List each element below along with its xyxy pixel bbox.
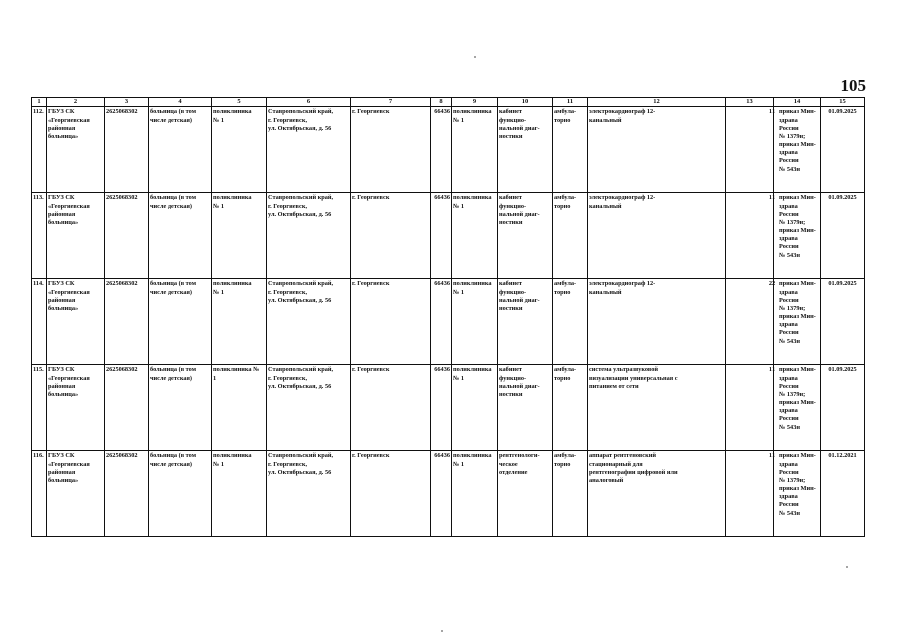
equipment-cell: система ультразвуковой визуализации универсальная с питанием от сети [588,365,726,451]
code-cell: 66436 [431,451,452,537]
basis-text: приказ Мин- здрава России № 1379н; приказ Мин- здрава России № 543н [779,194,816,259]
table-row [32,107,865,193]
care-form-cell: амбула- торно [553,365,588,451]
row-number: 113. [32,193,47,279]
code-cell: 66436 [431,107,452,193]
department-cell: поликлиника № 1 [452,193,498,279]
quantity-extra: 1 [772,194,776,202]
basis-text: приказ Мин- здрава России № 1379н; приказ Мин- здрава России № 543н [779,108,816,173]
address-cell: Ставропольский край, г. Георгиевск, ул. Октябрьская, д. 56 [267,279,351,365]
scan-speck [441,630,443,632]
facility-type-cell: больница (в том числе детская) [149,451,212,537]
page-number: 105 [840,76,866,95]
room-cell: кабинет функцио- нальной диаг- ностики [498,107,553,193]
column-number: 2 [47,98,105,107]
row-number: 116. [32,451,47,537]
facility-type-cell: больница (в том числе детская) [149,279,212,365]
column-number: 7 [351,98,431,107]
scan-speck [474,56,476,58]
equipment-cell: электрокардиограф 12- канальный [588,107,726,193]
city-cell: г. Георгиевск [351,107,431,193]
care-form-cell: амбула- торно [553,451,588,537]
basis-cell [774,279,821,365]
date-cell: 01.09.2025 [821,107,865,193]
unit-cell: поликлиника № 1 [212,451,267,537]
date-cell: 01.09.2025 [821,193,865,279]
quantity-extra: 1 [772,108,776,116]
code-cell: 66436 [431,365,452,451]
care-form-cell: амбула- торно [553,107,588,193]
basis-cell [774,451,821,537]
inn-cell: 2625068302 [105,193,149,279]
department-cell: поликлиника № 1 [452,107,498,193]
organization-cell: ГБУЗ СК «Георгиевская районная больница» [47,107,105,193]
unit-cell: поликлиника № 1 [212,279,267,365]
organization-cell: ГБУЗ СК «Георгиевская районная больница» [47,193,105,279]
unit-cell: поликлиника № 1 [212,365,267,451]
unit-cell: поликлиника № 1 [212,193,267,279]
column-number: 3 [105,98,149,107]
column-number: 1 [32,98,47,107]
column-number: 13 [726,98,774,107]
inn-cell: 2625068302 [105,107,149,193]
quantity-extra: 2 [772,280,776,288]
city-cell: г. Георгиевск [351,193,431,279]
quantity-extra: 1 [772,366,776,374]
facility-type-cell: больница (в том числе детская) [149,365,212,451]
date-cell: 01.12.2021 [821,451,865,537]
column-number: 5 [212,98,267,107]
organization-cell: ГБУЗ СК «Георгиевская районная больница» [47,365,105,451]
basis-text: приказ Мин- здрава России № 1379н; приказ Мин- здрава России № 543н [779,452,816,517]
city-cell: г. Георгиевск [351,279,431,365]
department-cell: поликлиника № 1 [452,451,498,537]
column-number-row [32,98,865,107]
basis-cell [774,107,821,193]
city-cell: г. Георгиевск [351,451,431,537]
equipment-cell: электрокардиограф 12- канальный [588,279,726,365]
care-form-cell: амбула- торно [553,193,588,279]
inn-cell: 2625068302 [105,451,149,537]
scan-speck [846,566,848,568]
row-number: 114. [32,279,47,365]
care-form-cell: амбула- торно [553,279,588,365]
department-cell: поликлиника № 1 [452,279,498,365]
column-number: 11 [553,98,588,107]
column-number: 6 [267,98,351,107]
column-number: 9 [452,98,498,107]
row-number: 112. [32,107,47,193]
basis-cell [774,365,821,451]
column-number: 10 [498,98,553,107]
column-number: 14 [774,98,821,107]
room-cell: кабинет функцио- нальной диаг- ностики [498,193,553,279]
address-cell: Ставропольский край, г. Георгиевск, ул. Октябрьская, д. 56 [267,451,351,537]
city-cell: г. Георгиевск [351,365,431,451]
equipment-cell: аппарат рентгеновский стационарный для рентгенографии цифровой или аналоговый [588,451,726,537]
quantity-cell: 1 [726,193,774,279]
room-cell: рентгенологи- ческое отделение [498,451,553,537]
inn-cell: 2625068302 [105,365,149,451]
organization-cell: ГБУЗ СК «Георгиевская районная больница» [47,279,105,365]
row-number: 115. [32,365,47,451]
facility-type-cell: больница (в том числе детская) [149,107,212,193]
column-number: 8 [431,98,452,107]
code-cell: 66436 [431,193,452,279]
code-cell: 66436 [431,279,452,365]
organization-cell: ГБУЗ СК «Георгиевская районная больница» [47,451,105,537]
table-row [32,365,865,451]
room-cell: кабинет функцио- нальной диаг- ностики [498,365,553,451]
table-row [32,451,865,537]
basis-text: приказ Мин- здрава России № 1379н; приказ Мин- здрава России № 543н [779,280,816,345]
basis-text: приказ Мин- здрава России № 1379н; приказ Мин- здрава России № 543н [779,366,816,431]
department-cell: поликлиника № 1 [452,365,498,451]
unit-cell: поликлиника № 1 [212,107,267,193]
facility-type-cell: больница (в том числе детская) [149,193,212,279]
column-number: 4 [149,98,212,107]
table-row [32,193,865,279]
quantity-cell: 1 [726,107,774,193]
address-cell: Ставропольский край, г. Георгиевск, ул. Октябрьская, д. 56 [267,107,351,193]
column-number: 12 [588,98,726,107]
date-cell: 01.09.2025 [821,279,865,365]
quantity-cell: 1 [726,451,774,537]
address-cell: Ставропольский край, г. Георгиевск, ул. Октябрьская, д. 56 [267,365,351,451]
equipment-register-table [31,97,865,537]
inn-cell: 2625068302 [105,279,149,365]
table-row [32,279,865,365]
quantity-cell: 1 [726,365,774,451]
quantity-cell: 2 [726,279,774,365]
date-cell: 01.09.2025 [821,365,865,451]
column-number: 15 [821,98,865,107]
room-cell: кабинет функцио- нальной диаг- ностики [498,279,553,365]
equipment-cell: электрокардиограф 12- канальный [588,193,726,279]
quantity-extra: 1 [772,452,776,460]
basis-cell [774,193,821,279]
address-cell: Ставропольский край, г. Георгиевск, ул. Октябрьская, д. 56 [267,193,351,279]
